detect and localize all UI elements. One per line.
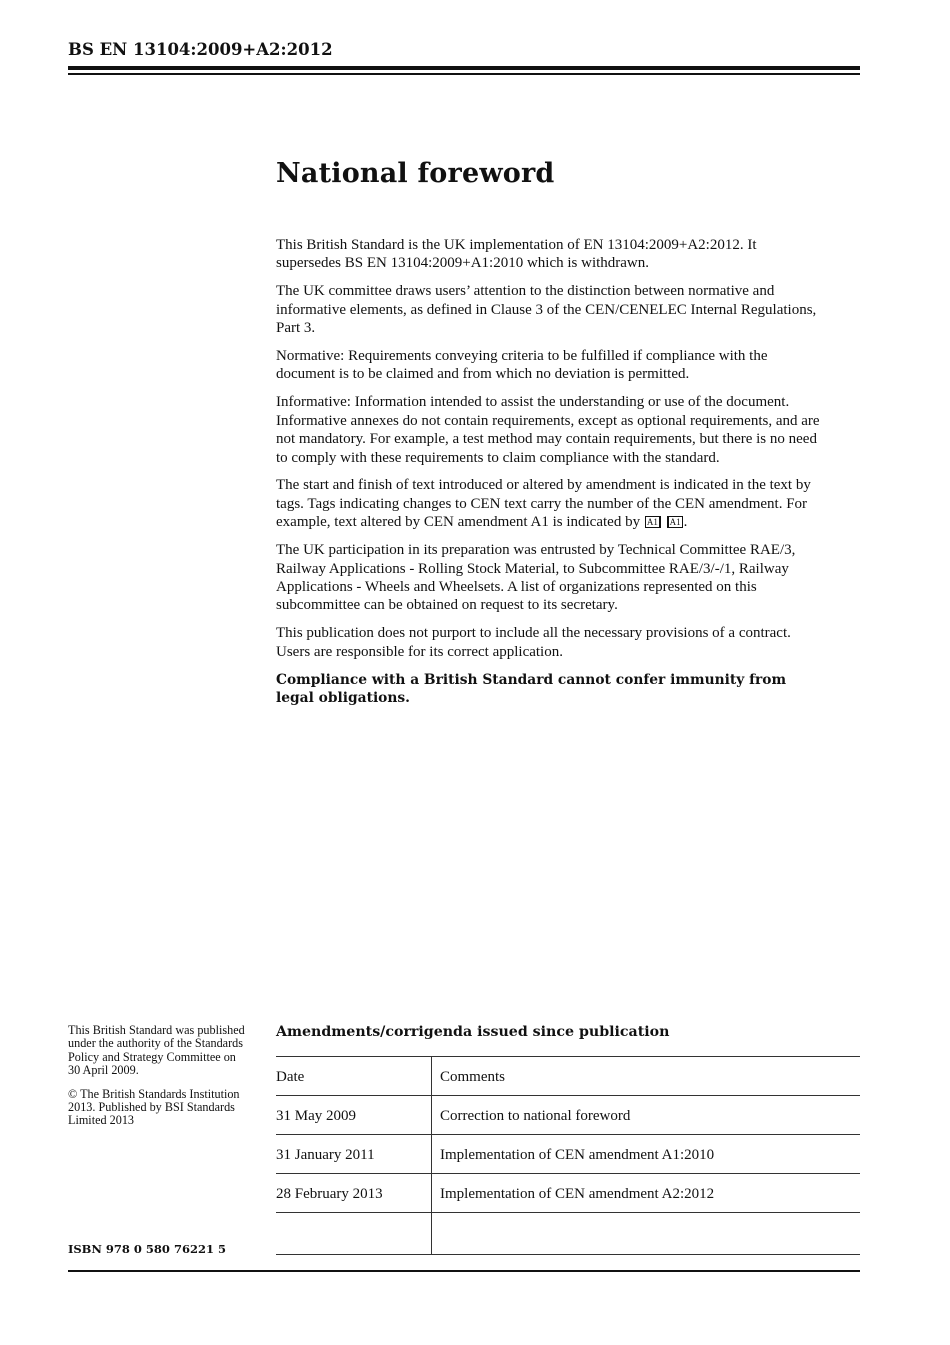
- amendment-tag-open-icon: A1: [645, 516, 661, 528]
- column-header-date: Date: [276, 1057, 432, 1096]
- amendments-table: [276, 1056, 860, 1255]
- row-date: 28 February 2013: [276, 1174, 432, 1213]
- page-title: National foreword: [276, 158, 555, 189]
- paragraph-normative: Normative: Requirements conveying criteria to be fulfilled if compliance with the document is to be claimed and from which no deviation is permitted.: [276, 348, 768, 383]
- column-header-comments: Comments: [432, 1057, 861, 1096]
- table-row-empty: [276, 1213, 860, 1255]
- table-row: [276, 1174, 860, 1213]
- paragraph-distinction: The UK committee draws users’ attention to the distinction between normative and informative elements, as defined in Clause 3 of the CEN/CENELEC Internal Regulations, Part 3.: [276, 283, 817, 337]
- row-date-empty: [276, 1213, 432, 1255]
- row-comment: Implementation of CEN amendment A1:2010: [432, 1135, 861, 1174]
- header-rule-thick: [68, 66, 860, 70]
- table-row: [276, 1096, 860, 1135]
- row-comment-empty: [432, 1213, 861, 1255]
- row-comment: Correction to national foreword: [432, 1096, 861, 1135]
- tags-text: The start and finish of text introduced or altered by amendment is indicated in the text by tags. Tags indicating changes to CEN text carry the number of the CEN amendment. For example, text altered by CEN amendment A1 is indicated by: [276, 477, 811, 531]
- paragraph-implementation: This British Standard is the UK implementation of EN 13104:2009+A2:2012. It supersedes BS EN 13104:2009+A1:2010 which is withdrawn.: [276, 237, 757, 272]
- table-header-row: [276, 1057, 860, 1096]
- amendments-title: Amendments/corrigenda issued since publication: [276, 1024, 670, 1040]
- foreword-body: [276, 236, 824, 717]
- paragraph-contract: This publication does not purport to include all the necessary provisions of a contract. Users are responsible for its correct application.: [276, 625, 791, 660]
- amendment-tag-close-icon: A1: [667, 516, 683, 528]
- row-date: 31 May 2009: [276, 1096, 432, 1135]
- paragraph-informative: Informative: Information intended to assist the understanding or use of the document. Informative annexes do not contain requirements, except as optional requirements, and are not mandatory. For example, a test method may contain requirements, but there is no need to comply with these requirements to claim compliance with the standard.: [276, 394, 820, 466]
- copyright-note: © The British Standards Institution 2013. Published by BSI Standards Limited 2013: [68, 1086, 240, 1128]
- row-comment: Implementation of CEN amendment A2:2012: [432, 1174, 861, 1213]
- paragraph-participation: The UK participation in its preparation was entrusted by Technical Committee RAE/3, Railway Applications - Rolling Stock Material, to Subcommittee RAE/3/-/1, Railway Applications - Wheels and Wheelsets. A list of organizations represented on this subcommittee can be obtained on request to its secretary.: [276, 542, 796, 614]
- tags-end: .: [683, 514, 688, 531]
- table-row: [276, 1135, 860, 1174]
- paragraph-tags: [276, 476, 824, 531]
- publication-note: This British Standard was published under the authority of the Standards Policy and Strategy Committee on 30 April 2009.: [68, 1023, 245, 1078]
- compliance-statement: Compliance with a British Standard cannot confer immunity from legal obligations.: [276, 671, 787, 707]
- document-code: BS EN 13104:2009+A2:2012: [68, 40, 333, 59]
- isbn: ISBN 978 0 580 76221 5: [68, 1242, 226, 1256]
- footer-rule: [68, 1270, 860, 1272]
- row-date: 31 January 2011: [276, 1135, 432, 1174]
- header-rule-thin: [68, 73, 860, 75]
- side-note: [68, 1024, 248, 1138]
